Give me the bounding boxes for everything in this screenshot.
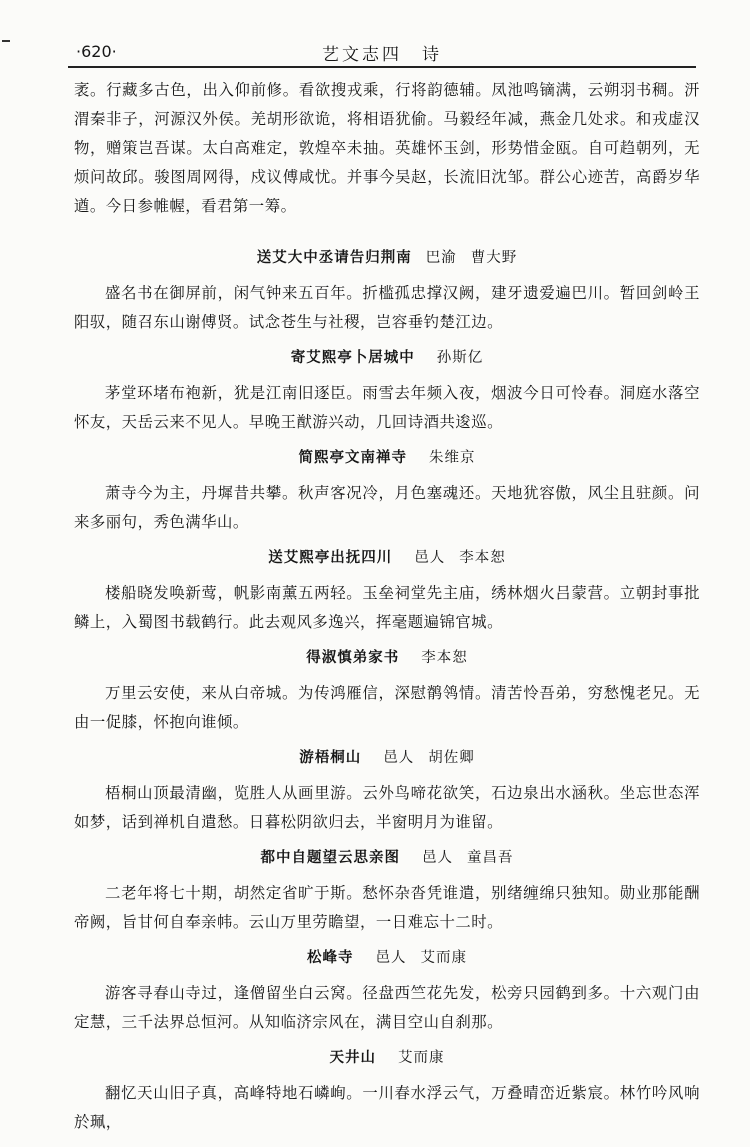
poem-body: 梧桐山顶最清幽，览胜人从画里游。云外鸟啼花欲笑，石边泉出水涵秋。坐忘世态浑如梦，话到禅机自遣愁。日暮松阴欲归去，半窗明月为谁留。 — [74, 784, 700, 831]
poem-origin: 邑人 — [375, 950, 407, 966]
poem-title: 送艾熙亭出抚四川 — [268, 550, 393, 566]
poem-body: 翻忆天山旧子真，高峰特地石嶙峋。一川春水浮云气，万叠晴峦近紫宸。林竹吟风响於珮， — [74, 1084, 700, 1131]
poem-entry — [74, 1037, 700, 1137]
poem-body: 盛名书在御屏前，闲气钟来五百年。折槛孤忠撑汉阙，建牙遗爱遍巴川。暂回剑岭王阳驭，随召东山谢傅贤。试念苍生与社稷，岂容垂钓楚江边。 — [74, 284, 700, 331]
spacer — [74, 1137, 700, 1147]
poem-entry — [74, 337, 700, 437]
poem-entry — [74, 837, 700, 937]
poem-title: 都中自题望云思亲图 — [260, 850, 400, 866]
poem-heading — [74, 937, 700, 979]
poem-origin: 巴渝 — [425, 250, 457, 266]
poem-title: 简熙亭文南禅寺 — [298, 450, 407, 466]
page-header — [68, 36, 696, 68]
poem-author: 李本恕 — [421, 650, 468, 666]
poem-heading — [74, 737, 700, 779]
poem-title: 寄艾熙亭卜居城中 — [290, 350, 415, 366]
poem-author: 童昌吾 — [467, 850, 514, 866]
scan-edge-mark — [2, 40, 10, 42]
poem-heading — [74, 1037, 700, 1079]
poem-entry — [74, 637, 700, 737]
page-content — [74, 76, 700, 1147]
poem-heading — [74, 637, 700, 679]
poem-entry — [74, 437, 700, 537]
poem-author: 朱维京 — [429, 450, 476, 466]
poem-entry — [74, 537, 700, 637]
poem-origin: 邑人 — [383, 750, 415, 766]
poem-body: 万里云安使，来从白帝城。为传鸿雁信，深慰鹡鸰情。清苦怜吾弟，穷愁愧老兄。无由一促膝，怀抱向谁倾。 — [74, 684, 700, 731]
poem-origin: 邑人 — [414, 550, 446, 566]
poem-title: 天井山 — [329, 1050, 376, 1066]
poem-author: 曹大野 — [470, 250, 518, 266]
poem-author: 胡佐卿 — [428, 750, 475, 766]
poem-body: 游客寻春山寺过，逢僧留坐白云窝。径盘西竺花先发，松旁只园鹤到多。十六观门由定慧，三千法界总恒河。从知临济宗风在，满目空山自刹那。 — [74, 984, 700, 1031]
poem-heading — [74, 337, 700, 379]
poem-author: 艾而康 — [420, 950, 467, 966]
poem-author: 孙斯亿 — [436, 350, 484, 366]
poem-heading — [74, 237, 700, 279]
poem-author: 艾而康 — [398, 1050, 445, 1066]
poem-entry — [74, 737, 700, 837]
running-title: 艺文志四 诗 — [322, 45, 442, 65]
poem-title: 送艾大中丞请告归荆南 — [256, 250, 412, 266]
page-number: ·620· — [76, 42, 117, 61]
poem-entry — [74, 937, 700, 1037]
spacer — [74, 221, 700, 237]
poem-author: 李本恕 — [459, 550, 506, 566]
poem-heading — [74, 537, 700, 579]
poem-body: 茅堂环堵布袍新，犹是江南旧逐臣。雨雪去年频入夜，烟波今日可怜春。洞庭水落空怀友，天岳云来不见人。早晚王猷游兴动，几回诗酒共逡巡。 — [74, 384, 700, 431]
poem-heading — [74, 837, 700, 879]
poem-body: 萧寺今为主，丹墀昔共攀。秋声客况冷，月色塞魂还。天地犹容傲，风尘且驻颜。问来多丽句，秀色满华山。 — [74, 484, 700, 531]
poem-heading — [74, 437, 700, 479]
poem-origin: 邑人 — [422, 850, 453, 866]
continued-poem-text: 袤。行藏多古色，出入仰前修。看欲搜戎乘，行将韵德辅。凤池鸣镝满，云朔羽书稠。汧渭秦非子，河源汉外侯。羌胡形欲诡，将相语犹偷。马毅经年减，燕金几处求。和戎虚汉物，赠策岂吾谋。太白高难定，敦煌卒未抽。英雄怀玉剑，形势惜金瓯。自可趋朝列，无烦问故邱。骏图周网得，戍议傅咸忧。并事今吴赵，长流旧沈邹。群公心迹苦，高爵岁华遒。今日参帷幄，看君第一筹。 — [74, 81, 700, 215]
poem-body: 二老年将七十期，胡然定省旷于斯。愁怀杂沓凭谁遣，别绪缠绵只独知。勋业那能酬帝阙，旨甘何自奉亲帏。云山万里劳瞻望，一日难忘十二时。 — [74, 884, 700, 931]
poem-title: 游梧桐山 — [299, 750, 362, 766]
poem-title: 松峰寺 — [307, 950, 354, 966]
poem-title: 得淑慎弟家书 — [306, 650, 400, 666]
poem-body: 楼船晓发唤新莺，帆影南薰五两轻。玉垒祠堂先主庙，绣林烟火吕蒙营。立朝封事批鳞上，入蜀图书载鹤行。此去观风多逸兴，挥毫题遍锦官城。 — [74, 584, 700, 631]
poem-entry — [74, 237, 700, 337]
